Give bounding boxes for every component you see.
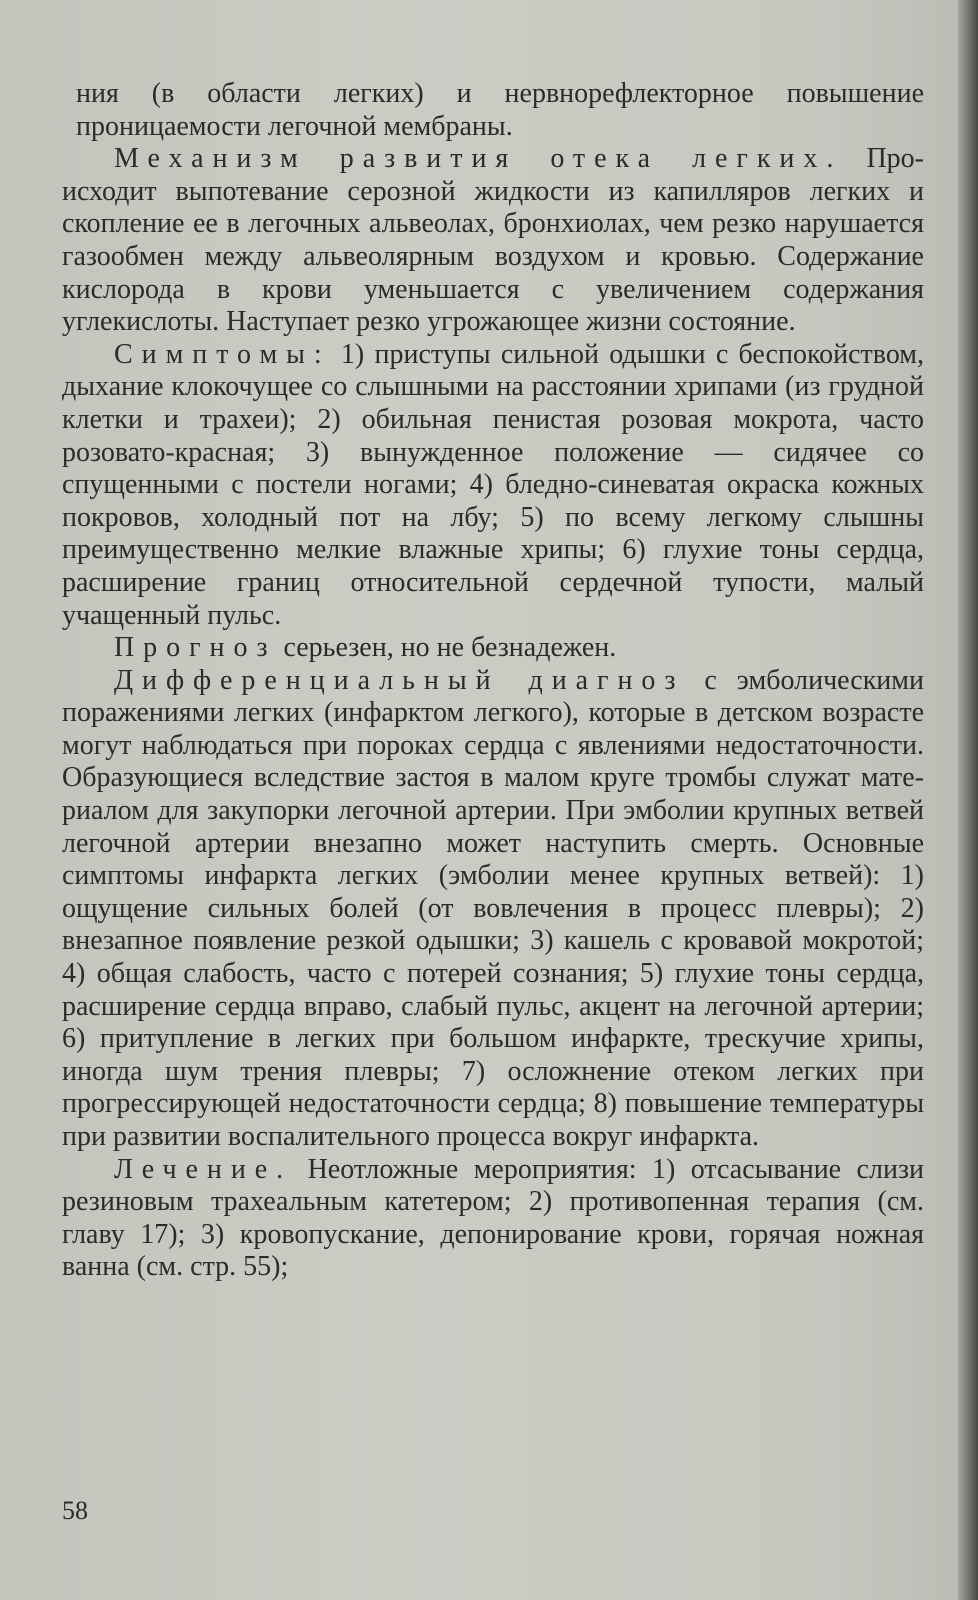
paragraph-heading: Лечение. [114, 1153, 293, 1185]
page-edge-shadow [958, 0, 978, 1600]
page-number: 58 [62, 1496, 88, 1525]
paragraph-symptoms [62, 339, 924, 632]
paragraph-text: Происходит выпотевание серозной жидкости из капилляров легких и скопление ее в легочных альвеолах, бронхиолах, чем резко нарушается газообмен между альвеолярным воздухом и кровью. Содержание кислорода в крови уменьшается с увеличением содержания углекислоты. Наступает резко угрожающее жизни состояние. [62, 143, 924, 338]
paragraph-prognosis [62, 632, 924, 665]
paragraph-text: 1) приступы сильной одышки с беспокойством, дыхание клокочущее со слышными на расстоянии хрипами (из грудной клетки и трахеи); 2) обильная пенистая розовая мокрота, часто розовато-красная; 3) вынужденное положение — сидячее со спущенными с постели ногами; 4) бледно-синеватая окраска кожных покровов, холодный пот на лбу; 5) по всему легкому слышны преимущественно мелкие влажные хрипы; 6) глухие тоны сердца, расширение границ относительной сердечной тупости, малый учащенный пульс. [62, 338, 924, 631]
paragraph-text: с эмболическими поражениями легких (инфарктом легкого), которые в детском возрасте могут наблюдаться при пороках сердца с явлениями недостаточности. Образующиеся вследствие застоя в малом круге тромбы служат материалом для закупорки легочной артерии. При эмболии крупных ветвей легочной артерии внезапно может наступить смерть. Основные симптомы инфаркта легких (эмболии менее крупных ветвей): 1) ощущение сильных болей (от вовлечения в процесс плевры); 2) внезапное появление резкой одышки; 3) кашель с кровавой мокротой; 4) общая слабость, часто с потерей сознания; 5) глухие тоны сердца, расширение сердца вправо, слабый пульс, акцент на легочной артерии; 6) притупление в легких при большом инфаркте, трескучие хрипы, иногда шум трения плевры; 7) осложнение отеком легких при прогрессирующей недостаточности сердца; 8) повышение температуры при развитии воспалительного процесса вокруг инфаркта. [62, 664, 924, 1152]
paragraph-heading: Прогноз [114, 632, 277, 664]
page-body-text [62, 78, 924, 1284]
paragraph-text: Неотложные мероприятия: 1) отсасывание слизи резиновым трахеальным катетером; 2) противопенная терапия (см. главу 17); 3) кровопускание, депонирование крови, горячая ножная ванна (см. стр. 55); [62, 1153, 924, 1283]
paragraph-heading: Дифференциальный диагноз [114, 664, 685, 696]
paragraph-heading: Механизм развития отека легких. [114, 143, 843, 175]
paragraph-continuation [62, 78, 924, 143]
paragraph-heading: Симптомы: [114, 338, 331, 370]
paragraph-differential-diagnosis [62, 665, 924, 1154]
paragraph-mechanism [62, 143, 924, 339]
paragraph-text: ния (в области легких) и нервнорефлекторное повышение проницаемости легочной мембраны. [76, 78, 924, 142]
paragraph-text: серьезен, но не безнадежен. [276, 632, 617, 664]
paragraph-treatment [62, 1154, 924, 1284]
